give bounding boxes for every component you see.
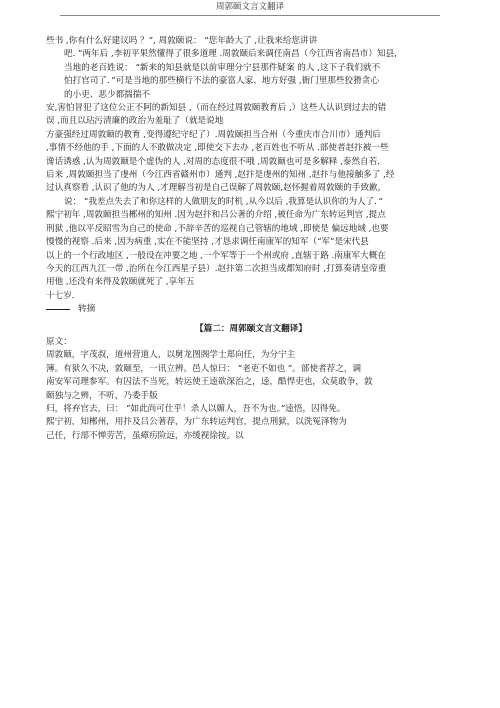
page-header-title: 周郭颐文言文翻译 bbox=[215, 2, 284, 12]
text-line: 谗话诱惑 ,认为周敦颐是个虚伪的人 ,对周的态度很不哦 ,周敦颐也可是多解释 ,泰然自若． bbox=[46, 156, 386, 167]
divider-dash bbox=[46, 309, 70, 310]
text-line: 今天的江西九江一带 ,治所在今江西星子县）.赵抃第二次担当成都知府时 ,打算奏请皇帝重 bbox=[46, 263, 387, 274]
text-line: 用他 ,还没有来得及敦颐就死了 ,享年五 bbox=[46, 277, 195, 288]
header-divider bbox=[60, 15, 440, 16]
text-line: 刑狱 ,他以平反昭雪为自己的使命 ,不辞辛苦的巡视自己管辖的地域 ,即使是 偏远地域 ,也要 bbox=[46, 223, 389, 234]
text-line: 当地的老百姓说： “新来的知县就是以前审理分宁县那件疑案 的人 ,这下子我们就不 bbox=[64, 62, 381, 73]
section-title: 【篇二：周郭颐文言文翻译】 bbox=[195, 323, 307, 334]
text-line: 颐独与之辨，不听，乃委手版 bbox=[46, 390, 158, 401]
text-line: 安,害怕冒犯了这位公正不阿的新知县 ,（而在经过周敦颐教育后 ,）这些人认识到过去的错 bbox=[46, 103, 387, 114]
text-line: 以上的一个行政地区 ,一般设在冲要之地 ,一个军等于一个州或府 ,直辖于路 .南康军大概在 bbox=[46, 250, 386, 261]
text-line: ,事情不经他的手 ,下面的人不敢做决定 ,即使交下去办 ,老百姓也不听从 .部使者赵抃被一些 bbox=[46, 143, 389, 154]
divider-label: 转摘 bbox=[78, 304, 96, 315]
text-line: 熙宁初年 ,周敦颐担当郴州的知州 .因为赵抃和吕公著的介绍 ,被任命为广东转运判官 ,提点 bbox=[46, 210, 386, 221]
text-line: 的小吏、恶少都揣揣不 bbox=[64, 89, 150, 100]
section-label: 原文： bbox=[46, 336, 72, 347]
text-line: 说： “我差点失去了和你这样的人做朋友的时机 ,从今以后 ,我算是认识你的为人了．” bbox=[64, 196, 383, 207]
text-line: 熙宁初，知郴州，用抃及吕公著荐，为广东转运判官，提点刑狱，以洗冤泽物为 bbox=[46, 417, 347, 428]
section-divider bbox=[46, 303, 456, 316]
text-line: 簿。有狱久不决，敦颐至，一讯立辨。邑人惊曰： “老吏不如也 ”。部使者荐之，调 bbox=[46, 363, 362, 374]
text-line: 归，将弃官去，曰： “如此尚可仕乎！杀人以媚人，吾不为也。”逵悟，囚得免。 bbox=[46, 403, 346, 414]
text-line: 后来 ,周敦颐担当了虔州（今江西省赣州市）通判 ,赵抃是虔州的知州 ,赵抃与他接触多了 ,经 bbox=[46, 170, 395, 181]
document-body bbox=[46, 35, 456, 443]
text-line: 十七岁． bbox=[46, 290, 81, 301]
text-line: 慢慢的视察 .后来 ,因为病重 ,实在不能坚持 ,才恳求调任南康军的知军（“军”是宋代县 bbox=[46, 237, 369, 248]
text-line: 己任，行部不惮劳苦，虽瘴疠险远，亦缓视徐按。以 bbox=[46, 430, 244, 441]
text-line: 周敦颐，字茂叔，道州营道人，以舅龙图阁学士郑向任，为分宁主 bbox=[46, 350, 296, 361]
text-line: 方豪强经过周敦颐的教育 ,变得遵纪守纪了）.周敦颐担当合州（今重庆市合川市）通判后 bbox=[46, 129, 381, 140]
text-line: 怕打官司了．”可是当地的那些横行不法的豪富人家、地方好强 ,衙门里那些狡猾贪心 bbox=[64, 76, 379, 87]
text-line: 过认真察看 ,认识了他的为人 ,才理解当初是自己误解了周敦颐,赵怀握着周敦颐的手致歉， bbox=[46, 183, 387, 194]
text-line: 南安军司理参军。有囚法不当死，转运使王逵欲深治之，逵，酷悍吏也，众莫敢争，敦 bbox=[46, 377, 373, 388]
text-line: 误 ,而且以玷污清廉的政治为羞耻了（就是说地 bbox=[46, 116, 224, 127]
text-line: 些书 ,你有什么好建议吗 ？”, 周敦颐说： “您年龄大了 ,让我来给您讲讲 bbox=[46, 36, 318, 46]
text-line: 吧. ”两年后 ,李初平果然懂得了很多道理 .周敦颐后来调任南昌（今江西省南昌市）知县， bbox=[64, 49, 403, 60]
